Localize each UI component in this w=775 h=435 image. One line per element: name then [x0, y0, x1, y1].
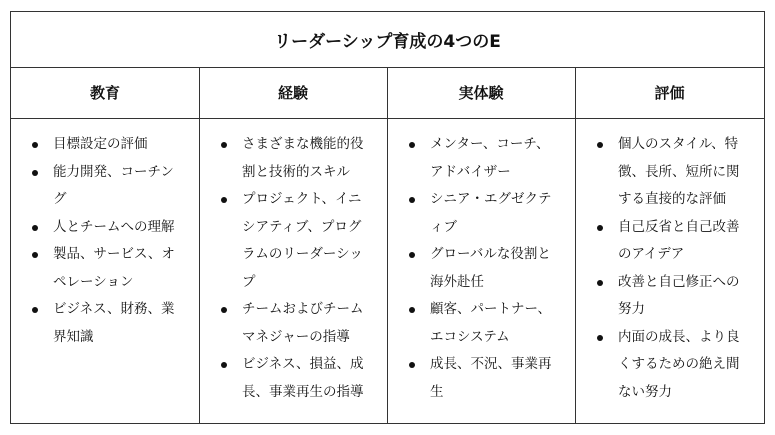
list-item: 内面の成長、より良くするための絶え間ない努力	[576, 324, 764, 407]
list-item: 自己反省と自己改善のアイデア	[576, 214, 764, 269]
bullet-list	[576, 131, 764, 406]
list-item: 改善と自己修正への努力	[576, 269, 764, 324]
list-item: 個人のスタイル、特徴、長所、短所に関する直接的な評価	[576, 131, 764, 214]
list-item: シニア・エグゼクティブ	[388, 186, 575, 241]
list-item: 目標設定の評価	[11, 131, 199, 159]
column-header-exposure: 実体験	[387, 67, 575, 119]
bullet-list	[11, 131, 199, 351]
list-item: チームおよびチームマネジャーの指導	[200, 296, 387, 351]
column-header-education: 教育	[11, 67, 199, 119]
list-item: 人とチームへの理解	[11, 214, 199, 242]
list-item: さまざまな機能的役割と技術的スキル	[200, 131, 387, 186]
bullet-list	[200, 131, 387, 406]
list-item: 顧客、パートナー、エコシステム	[388, 296, 575, 351]
list-item: グローバルな役割と海外赴任	[388, 241, 575, 296]
leadership-table	[10, 11, 765, 424]
column-body-evaluation	[576, 119, 764, 423]
list-item: メンター、コーチ、アドバイザー	[388, 131, 575, 186]
list-item: 製品、サービス、オペレーション	[11, 241, 199, 296]
bullet-list	[388, 131, 575, 406]
list-item: ビジネス、損益、成長、事業再生の指導	[200, 351, 387, 406]
column-body-exposure	[388, 119, 575, 423]
column-body-education	[11, 119, 199, 423]
list-item: ビジネス、財務、業界知識	[11, 296, 199, 351]
table-title: リーダーシップ育成の4つのE	[11, 12, 764, 68]
column-body-experience	[200, 119, 387, 423]
list-item: 能力開発、コーチング	[11, 159, 199, 214]
column-header-experience: 経験	[199, 67, 387, 119]
list-item: プロジェクト、イニシアティブ、プログラムのリーダーシップ	[200, 186, 387, 296]
column-header-evaluation: 評価	[575, 67, 764, 119]
list-item: 成長、不況、事業再生	[388, 351, 575, 406]
